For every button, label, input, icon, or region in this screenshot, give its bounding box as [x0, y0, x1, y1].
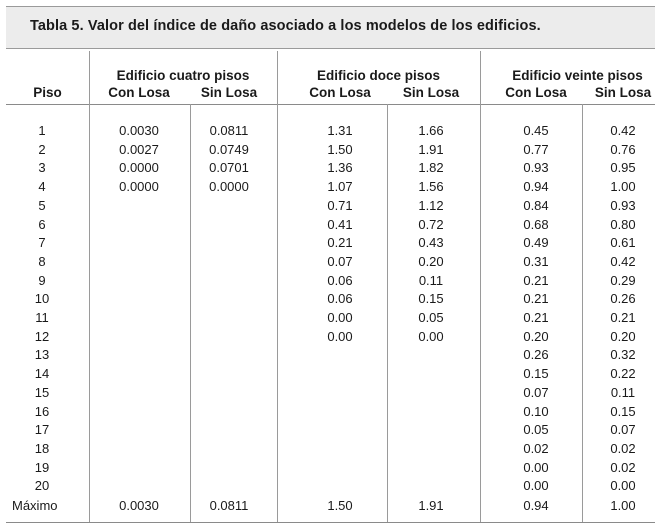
table-cell [389, 365, 473, 383]
table-cell [187, 384, 271, 402]
table-cell: 0.0749 [209, 142, 249, 157]
row-label: 19 [34, 460, 50, 475]
table-cell: 0.43 [418, 235, 444, 250]
table-cell: 0.00 [523, 460, 549, 475]
table-cell: 1.91 [418, 142, 444, 157]
table-cell: 0.11 [610, 385, 636, 400]
row-label: 1 [38, 123, 46, 138]
table-cell [389, 384, 473, 402]
row-label: Máximo [12, 498, 58, 513]
table-cell: 0.15 [523, 366, 549, 381]
table-cell: 0.07 [610, 422, 636, 437]
table-cell: 0.26 [610, 291, 636, 306]
subheader-four-sin-losa: Sin Losa [200, 85, 258, 100]
column-divider [387, 104, 388, 522]
table-cell [187, 253, 271, 271]
table-cell [389, 421, 473, 439]
table-cell: 0.71 [327, 198, 353, 213]
table-cell [97, 365, 181, 383]
row-label: 18 [34, 441, 50, 456]
table-cell [187, 290, 271, 308]
table-cell: 0.0027 [119, 142, 159, 157]
table-cell: 0.0000 [209, 179, 249, 194]
table-cell [97, 440, 181, 458]
row-label: 15 [34, 385, 50, 400]
table-cell: 1.56 [418, 179, 444, 194]
table-cell: 0.77 [523, 142, 549, 157]
table-cell [97, 421, 181, 439]
table-cell: 0.15 [418, 291, 444, 306]
table-cell: 0.0701 [209, 160, 249, 175]
table-cell [389, 477, 473, 495]
column-divider [480, 51, 481, 522]
table-cell [298, 403, 382, 421]
table-cell [187, 234, 271, 252]
subheader-twelve-sin-losa: Sin Losa [402, 85, 460, 100]
table-cell: 0.07 [327, 254, 353, 269]
table-cell: 0.00 [610, 478, 636, 493]
column-divider [277, 51, 278, 522]
table-cell: 0.45 [523, 123, 549, 138]
table-cell: 0.00 [327, 310, 353, 325]
table-cell [97, 197, 181, 215]
table-cell [97, 272, 181, 290]
table-cell: 0.22 [610, 366, 636, 381]
table-cell: 0.21 [327, 235, 353, 250]
table-cell: 0.93 [523, 160, 549, 175]
table-bottom-rule [6, 522, 655, 523]
row-label: 20 [34, 478, 50, 493]
table-cell: 0.0811 [209, 498, 249, 513]
header-group-twenty: Edificio veinte pisos [512, 68, 643, 83]
table-cell [298, 421, 382, 439]
table-cell: 0.72 [418, 217, 444, 232]
table-cell [298, 346, 382, 364]
table-cell [187, 440, 271, 458]
table-cell: 0.06 [327, 273, 353, 288]
table-cell: 0.06 [327, 291, 353, 306]
table-cell [298, 384, 382, 402]
header-piso: Piso [33, 85, 62, 100]
table-cell: 0.05 [418, 310, 444, 325]
table-cell: 1.66 [418, 123, 444, 138]
table-cell [97, 346, 181, 364]
table-cell: 1.12 [418, 198, 444, 213]
row-label: 16 [34, 404, 50, 419]
table-cell: 0.11 [418, 273, 444, 288]
row-label: 13 [34, 347, 50, 362]
table-cell [97, 216, 181, 234]
table-cell: 0.32 [610, 347, 636, 362]
row-label: 2 [38, 142, 46, 157]
table-cell: 0.21 [610, 310, 636, 325]
table-cell: 0.07 [523, 385, 549, 400]
column-divider [582, 104, 583, 522]
table-cell [187, 272, 271, 290]
table-cell [389, 403, 473, 421]
table-cell [298, 459, 382, 477]
table-cell: 0.20 [418, 254, 444, 269]
row-label: 11 [35, 310, 49, 325]
table-cell: 1.50 [327, 498, 353, 513]
header-group-twelve: Edificio doce pisos [316, 68, 441, 83]
table-cell: 0.84 [523, 198, 549, 213]
table-cell: 0.31 [523, 254, 549, 269]
table-cell: 0.21 [523, 310, 549, 325]
column-divider [89, 51, 90, 522]
table-cell: 1.36 [327, 160, 353, 175]
header-bottom-rule [6, 104, 655, 105]
table-cell: 0.21 [523, 273, 549, 288]
table-cell [298, 365, 382, 383]
table-cell: 1.00 [610, 179, 636, 194]
table-cell [389, 459, 473, 477]
row-label: 4 [38, 179, 46, 194]
row-label: 3 [38, 160, 46, 175]
table-cell: 0.42 [610, 254, 636, 269]
table-cell: 0.41 [327, 217, 353, 232]
table-cell [298, 477, 382, 495]
table-cell [97, 403, 181, 421]
table-cell: 0.94 [523, 179, 549, 194]
table-cell: 1.91 [418, 498, 444, 513]
table-cell [187, 328, 271, 346]
table-cell: 0.20 [523, 329, 549, 344]
row-label: 5 [38, 198, 46, 213]
table-cell: 0.15 [610, 404, 636, 419]
table-cell: 0.42 [610, 123, 636, 138]
table-cell: 0.0000 [119, 179, 159, 194]
table-cell [97, 477, 181, 495]
row-label: 9 [38, 273, 46, 288]
table-cell: 1.50 [327, 142, 353, 157]
subheader-twelve-con-losa: Con Losa [309, 85, 371, 100]
table-cell: 0.02 [610, 441, 636, 456]
table-cell: 0.21 [523, 291, 549, 306]
table-cell: 0.0030 [119, 498, 159, 513]
table-cell: 0.00 [523, 478, 549, 493]
table-cell: 0.0000 [119, 160, 159, 175]
row-label: 12 [34, 329, 50, 344]
table-cell [97, 459, 181, 477]
table-title: Tabla 5. Valor del índice de daño asociado a los modelos de los edificios. [30, 18, 541, 34]
subheader-twenty-sin-losa: Sin Losa [594, 85, 652, 100]
table-cell: 0.02 [523, 441, 549, 456]
subheader-four-con-losa: Con Losa [108, 85, 170, 100]
row-label: 6 [38, 217, 46, 232]
table-cell [298, 440, 382, 458]
table-cell: 0.93 [610, 198, 636, 213]
table-cell: 0.95 [610, 160, 636, 175]
table-cell: 0.0811 [209, 123, 249, 138]
table-cell: 0.68 [523, 217, 549, 232]
subheader-twenty-con-losa: Con Losa [505, 85, 567, 100]
table-cell: 0.10 [523, 404, 549, 419]
table-cell [97, 290, 181, 308]
table-cell: 0.76 [610, 142, 636, 157]
row-label: 10 [34, 291, 50, 306]
row-label: 14 [34, 366, 50, 381]
table-cell: 0.29 [610, 273, 636, 288]
table-cell: 0.80 [610, 217, 636, 232]
table-cell: 0.26 [523, 347, 549, 362]
table-cell: 1.31 [327, 123, 353, 138]
table-cell: 0.94 [523, 498, 549, 513]
row-label: 8 [38, 254, 46, 269]
table-cell [187, 403, 271, 421]
table-cell: 0.02 [610, 460, 636, 475]
table-cell [187, 216, 271, 234]
table-cell [187, 197, 271, 215]
table-cell: 0.0030 [119, 123, 159, 138]
table-cell [97, 253, 181, 271]
table-cell: 0.00 [327, 329, 353, 344]
row-label: 7 [38, 235, 46, 250]
table-cell: 0.61 [610, 235, 636, 250]
table-cell: 1.00 [610, 498, 636, 513]
table-cell [97, 234, 181, 252]
table-cell: 1.82 [418, 160, 444, 175]
header-group-four: Edificio cuatro pisos [116, 68, 250, 83]
table-cell [187, 421, 271, 439]
table-cell [187, 365, 271, 383]
table-cell: 0.00 [418, 329, 444, 344]
table-cell [187, 477, 271, 495]
table-cell: 0.20 [610, 329, 636, 344]
table-cell: 0.49 [523, 235, 549, 250]
table-cell [187, 309, 271, 327]
table-cell [187, 459, 271, 477]
table-cell [187, 346, 271, 364]
table-cell [97, 384, 181, 402]
table-cell [97, 328, 181, 346]
table-cell: 1.07 [327, 179, 353, 194]
table-cell [97, 309, 181, 327]
row-label: 17 [34, 422, 50, 437]
table-cell: 0.05 [523, 422, 549, 437]
title-bar [6, 6, 655, 49]
table-cell [389, 346, 473, 364]
table-cell [389, 440, 473, 458]
